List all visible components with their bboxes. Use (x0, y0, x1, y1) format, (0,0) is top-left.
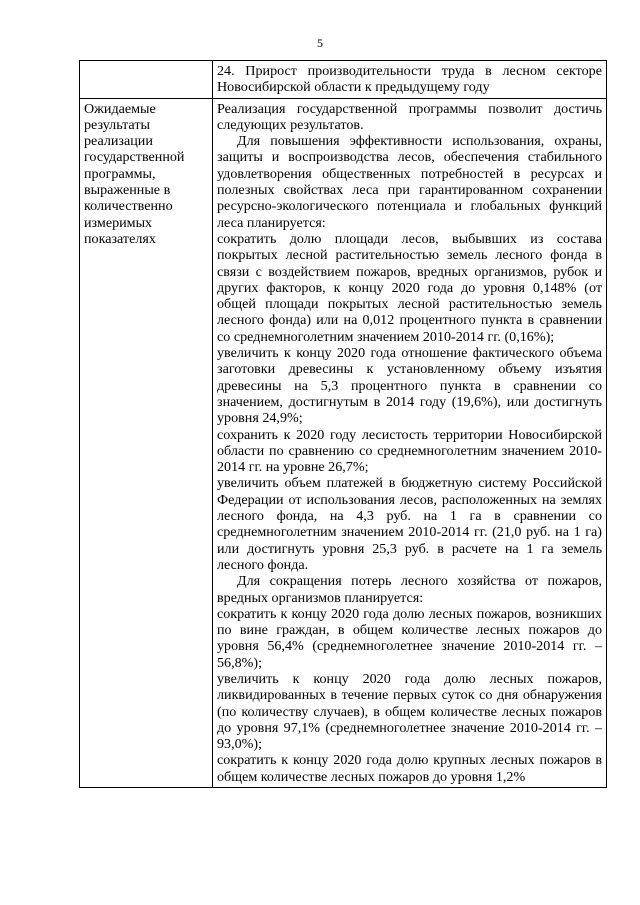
page-number: 5 (317, 36, 323, 50)
paragraph: Реализация государственной программы позволит достичь следующих результатов. (217, 100, 602, 133)
expected-results-label: Ожидаемые результаты реализации государственной программы, выраженные в количественно измеримых показателях (80, 98, 213, 787)
table-row (80, 61, 607, 99)
paragraph: Для сокращения потерь лесного хозяйства от пожаров, вредных организмов планируется: (217, 573, 602, 606)
paragraph: сохранить к 2020 году лесистость территории Новосибирской области по сравнению со среднемноголетним значением 2010-2014 гг. на уровне 26,7%; (217, 426, 602, 476)
paragraph: сократить к концу 2020 года долю крупных лесных пожаров в общем количестве лесных пожаров до уровня 1,2% (217, 752, 602, 785)
table-row (80, 98, 607, 787)
paragraph: увеличить объем платежей в бюджетную систему Российской Федерации от использования лесов, расположенных на землях лесного фонда, на 4,3 руб. на 1 га в сравнении со среднемноголетним значением 2010-2014 гг. (21,0 руб. на 1 га) или достигнуть уровня 25,3 руб. в расчете на 1 га земель лесного фонда. (217, 475, 602, 573)
paragraph: Для повышения эффективности использования, охраны, защиты и воспроизводства лесов, обеспечения стабильного удовлетворения общественных потребностей в ресурсах и полезных свойствах леса при гарантированном сохранении ресурсно-экологического потенциала и глобальных функций леса планируется: (217, 133, 602, 231)
table-cell-left (80, 61, 213, 99)
expected-results-content (213, 98, 607, 787)
paragraph: сократить долю площади лесов, выбывших из состава покрытых лесной растительностью земель лесного фонда в связи с воздействием пожаров, вредных организмов, рубок и других факторов, к концу 2020 года до уровня 0,148% (от общей площади покрытых лесной растительностью земель лесного фонда) или на 0,012 процентного пункта в сравнении со среднемноголетним значением 2010-2014 гг. (0,16%); (217, 230, 602, 345)
paragraph: сократить к концу 2020 года долю лесных пожаров, возникших по вине граждан, в общем количестве лесных пожаров до уровня 56,4% (среднемноголетнее значение 2010-2014 гг. – 56,8%); (217, 605, 602, 671)
indicator-24-text: 24. Прирост производительности труда в лесном секторе Новосибирской области к предыдущему году (213, 61, 607, 99)
paragraph: увеличить к концу 2020 года долю лесных пожаров, ликвидированных в течение первых суток со дня обнаружения (по количеству случаев), в общем количестве лесных пожаров до уровня 97,1% (среднемноголетнее значение 2010-2014 гг. – 93,0%); (217, 670, 602, 753)
program-passport-table (79, 60, 607, 788)
paragraph: увеличить к концу 2020 года отношение фактического объема заготовки древесины к установленному объему изъятия древесины на 5,3 процентного пункта в сравнении со значением, достигнутым в 2014 году (19,6%), или достигнуть уровня 24,9%; (217, 345, 602, 427)
